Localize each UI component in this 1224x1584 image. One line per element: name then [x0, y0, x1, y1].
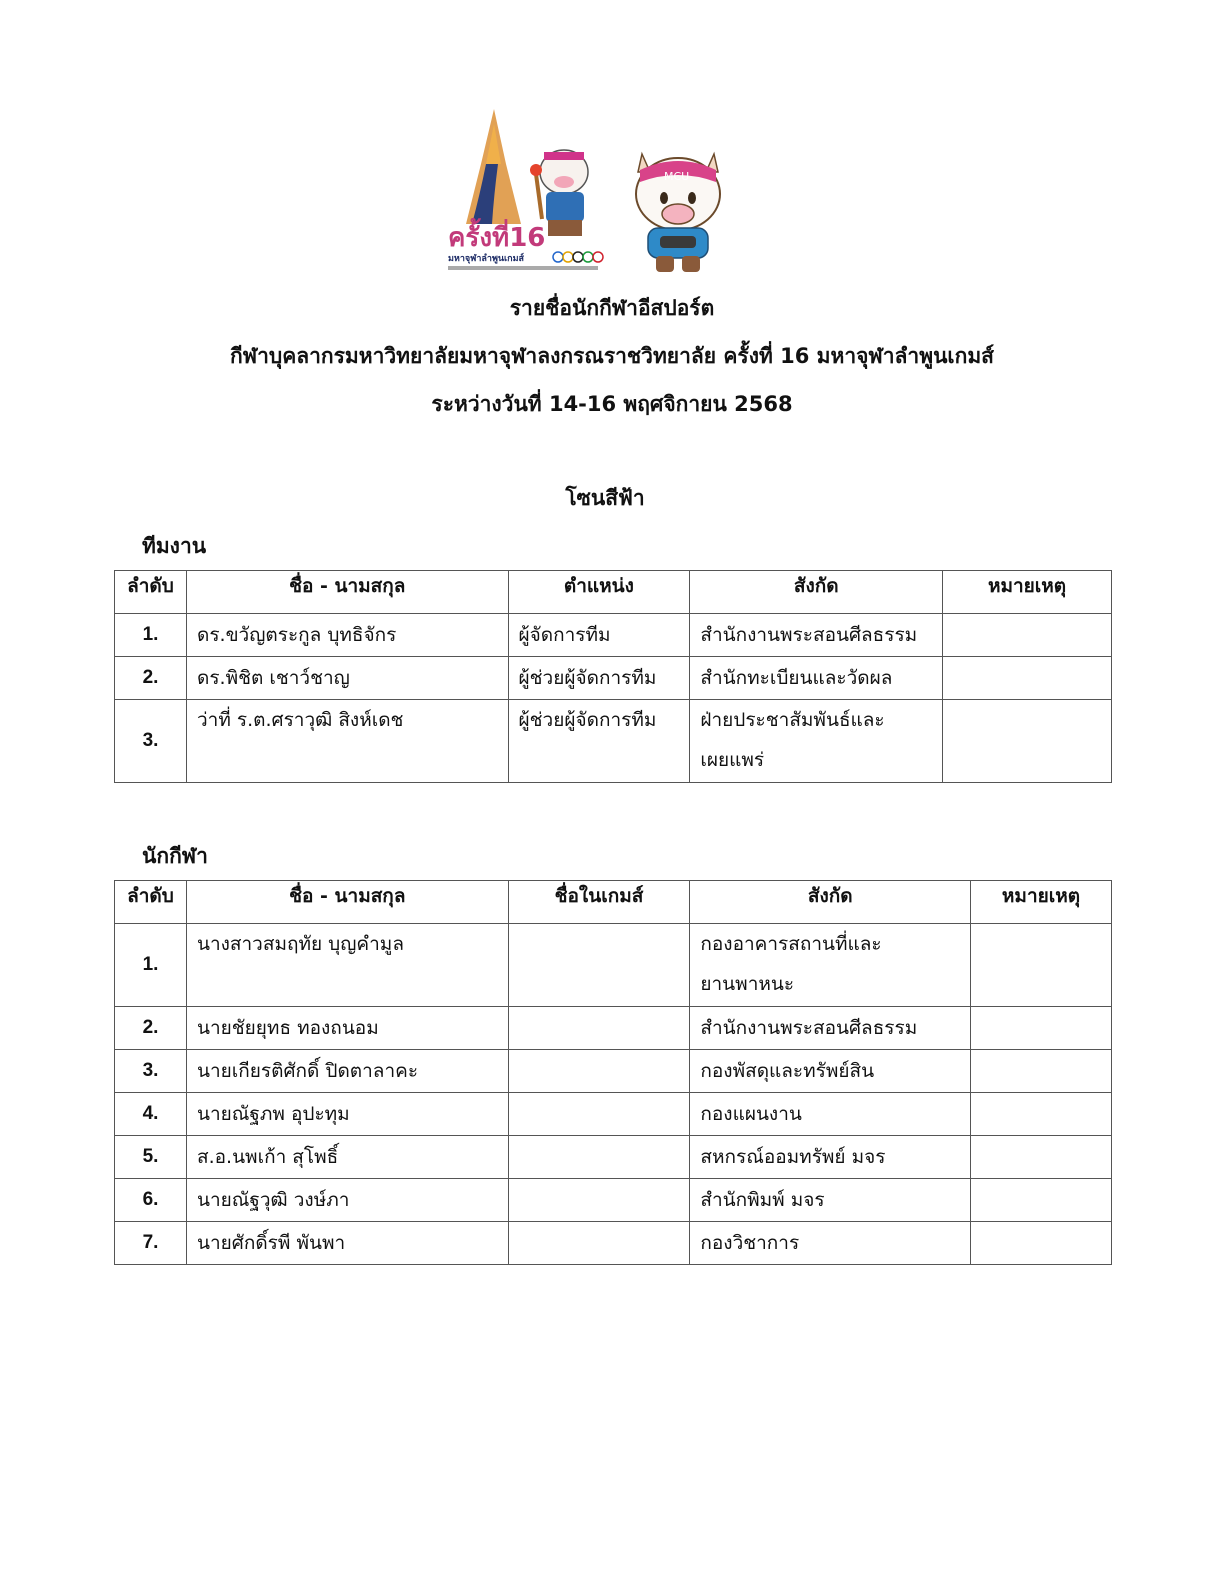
athlete-name: นายชัยยุทธ ทองถนอม [186, 1007, 508, 1050]
affiliation-line-2: เผยแพร่ [700, 749, 765, 771]
athlete-note [971, 1007, 1112, 1050]
logo-caption-main: ครั้งที่16 [448, 223, 546, 253]
athlete-game-name [508, 1050, 690, 1093]
athlete-name: นายเกียรติศักดิ์ ปิดตาลาคะ [186, 1050, 508, 1093]
staff-name: ดร.ขวัญตระกูล บุทธิจักร [186, 614, 508, 657]
table-row [115, 1179, 1112, 1222]
staff-name: ว่าที่ ร.ต.ศราวุฒิ สิงห์เดช [186, 700, 508, 783]
athlete-note [971, 1050, 1112, 1093]
athlete-note [971, 1093, 1112, 1136]
row-number: 3. [115, 700, 187, 783]
table-row [115, 657, 1112, 700]
athlete-note [971, 1222, 1112, 1265]
staff-section-heading: ทีมงาน [142, 534, 207, 558]
athlete-affiliation: สหกรณ์ออมทรัพย์ มจร [690, 1136, 971, 1179]
mascot-headband-text: MCU [664, 170, 690, 183]
document-title: รายชื่อนักกีฬาอีสปอร์ต [509, 296, 715, 320]
column-header-order: ลำดับ [115, 571, 187, 614]
table-row [115, 700, 1112, 783]
event-logo [446, 104, 736, 274]
athlete-game-name [508, 924, 690, 1007]
athlete-note [971, 924, 1112, 1007]
column-header-position: ตำแหน่ง [508, 571, 690, 614]
document-subtitle: กีฬาบุคลากรมหาวิทยาลัยมหาจุฬาลงกรณราชวิทยาลัย ครั้งที่ 16 มหาจุฬาลำพูนเกมส์ [230, 344, 994, 368]
athlete-affiliation: กองแผนงาน [690, 1093, 971, 1136]
staff-position: ผู้ช่วยผู้จัดการทีม [508, 700, 690, 783]
staff-affiliation: สำนักงานพระสอนศีลธรรม [690, 614, 943, 657]
staff-affiliation: สำนักทะเบียนและวัดผล [690, 657, 943, 700]
table-row [115, 1050, 1112, 1093]
athlete-game-name [508, 1093, 690, 1136]
column-header-game-name: ชื่อในเกมส์ [508, 881, 690, 924]
athletes-table-header [115, 881, 1112, 924]
row-number: 2. [115, 1007, 187, 1050]
table-row [115, 1222, 1112, 1265]
column-header-name: ชื่อ - นามสกุล [186, 881, 508, 924]
athlete-affiliation: กองวิชาการ [690, 1222, 971, 1265]
table-row [115, 1093, 1112, 1136]
zone-heading: โซนสีฟ้า [565, 486, 645, 510]
column-header-note: หมายเหตุ [943, 571, 1112, 614]
row-number: 1. [115, 924, 187, 1007]
staff-note [943, 657, 1112, 700]
affiliation-line-2: ยานพาหนะ [700, 973, 795, 995]
row-number: 6. [115, 1179, 187, 1222]
event-emblem-icon [446, 104, 621, 274]
staff-table [114, 570, 1112, 783]
athlete-affiliation [690, 924, 971, 1007]
staff-name: ดร.พิชิต เชาว์ชาญ [186, 657, 508, 700]
athlete-name: นายศักดิ์รพี พันพา [186, 1222, 508, 1265]
table-row [115, 1007, 1112, 1050]
row-number: 3. [115, 1050, 187, 1093]
column-header-affiliation: สังกัด [690, 881, 971, 924]
affiliation-line-1: ฝ่ายประชาสัมพันธ์และ [700, 709, 885, 731]
athlete-affiliation: กองพัสดุและทรัพย์สิน [690, 1050, 971, 1093]
staff-position: ผู้ช่วยผู้จัดการทีม [508, 657, 690, 700]
table-row [115, 614, 1112, 657]
athlete-game-name [508, 1136, 690, 1179]
athlete-game-name [508, 1007, 690, 1050]
staff-affiliation [690, 700, 943, 783]
athlete-game-name [508, 1179, 690, 1222]
staff-note [943, 700, 1112, 783]
athlete-affiliation: สำนักพิมพ์ มจร [690, 1179, 971, 1222]
column-header-affiliation: สังกัด [690, 571, 943, 614]
athlete-note [971, 1179, 1112, 1222]
row-number: 1. [115, 614, 187, 657]
staff-table-header [115, 571, 1112, 614]
athlete-note [971, 1136, 1112, 1179]
row-number: 4. [115, 1093, 187, 1136]
column-header-name: ชื่อ - นามสกุล [186, 571, 508, 614]
athlete-name: นายณัฐวุฒิ วงษ์ภา [186, 1179, 508, 1222]
document-date-range: ระหว่างวันที่ 14-16 พฤศจิกายน 2568 [431, 392, 793, 416]
table-row [115, 1136, 1112, 1179]
athlete-name: ส.อ.นพเก้า สุโพธิ์ [186, 1136, 508, 1179]
athlete-game-name [508, 1222, 690, 1265]
athletes-section-heading: นักกีฬา [142, 844, 208, 868]
logo-caption-sub: มหาจุฬาลำพูนเกมส์ [448, 254, 525, 264]
row-number: 5. [115, 1136, 187, 1179]
athlete-name: นางสาวสมฤทัย บุญคำมูล [186, 924, 508, 1007]
column-header-note: หมายเหตุ [971, 881, 1112, 924]
table-row [115, 924, 1112, 1007]
row-number: 7. [115, 1222, 187, 1265]
mascot-icon [626, 142, 730, 274]
athlete-name: นายณัฐภพ อุปะทุม [186, 1093, 508, 1136]
affiliation-line-1: กองอาคารสถานที่และ [700, 933, 882, 955]
athlete-affiliation: สำนักงานพระสอนศีลธรรม [690, 1007, 971, 1050]
row-number: 2. [115, 657, 187, 700]
column-header-order: ลำดับ [115, 881, 187, 924]
staff-note [943, 614, 1112, 657]
staff-position: ผู้จัดการทีม [508, 614, 690, 657]
athletes-table [114, 880, 1112, 1265]
